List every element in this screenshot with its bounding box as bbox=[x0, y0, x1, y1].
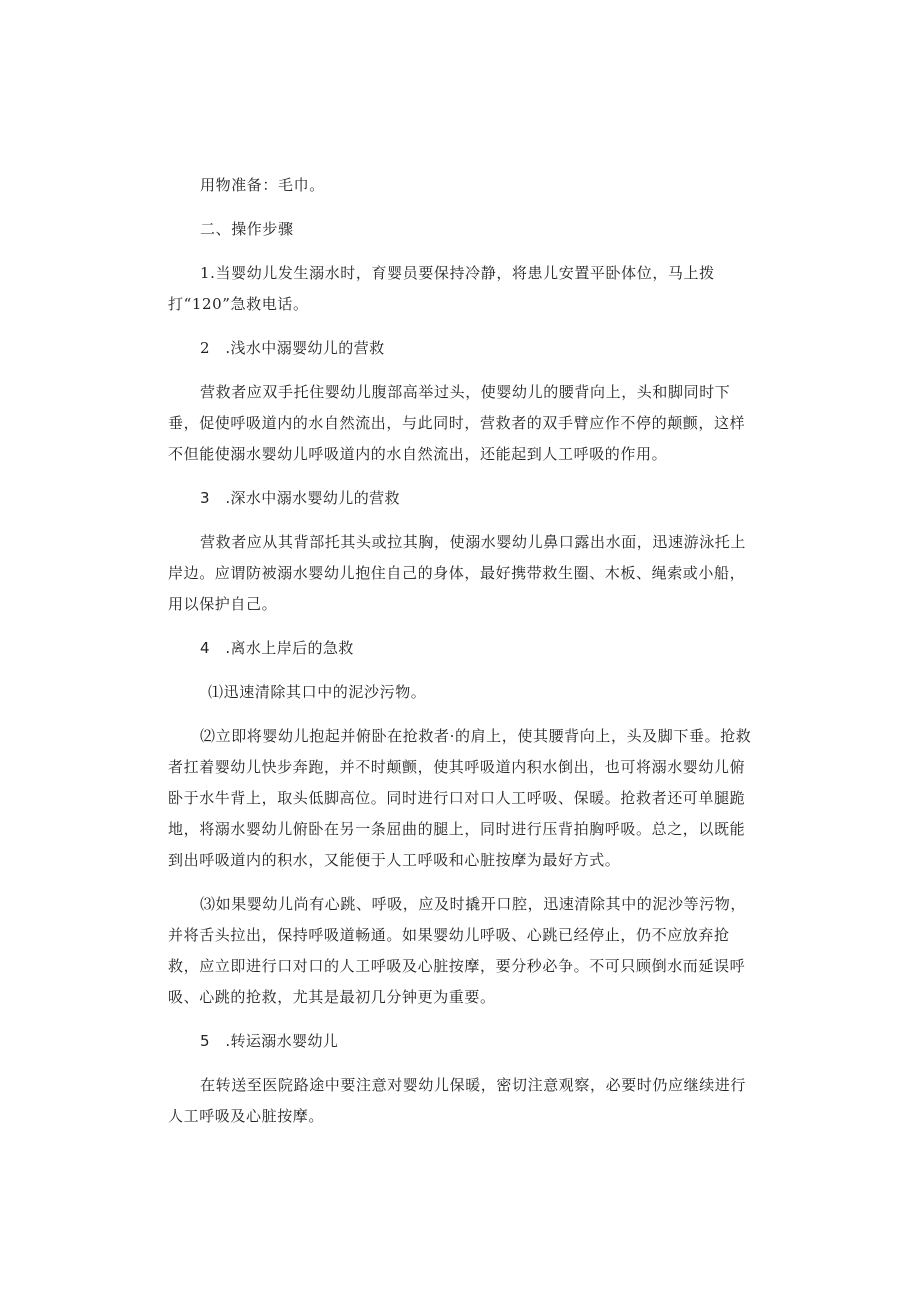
step-2-title: 2 .浅水中溺婴幼儿的营救 bbox=[200, 339, 385, 357]
step-4-item-2: ⑵立即将婴幼儿抱起并俯卧在抢救者·的肩上，使其腰背向上，头及脚下垂。抢救者扛着婴幼儿快步奔跑，并不时颠颤，使其呼吸道内积水倒出，也可将溺水婴幼儿俯卧于水牛背上，取头低脚高位。同时进行口对口人工呼吸、保暖。抢救者还可单腿跪地，将溺水婴幼儿俯卧在另一条屈曲的腿上，同时进行压背拍胸呼吸。总之，以既能到出呼吸道内的积水，又能便于人工呼吸和心脏按摩为最好方式。 bbox=[168, 727, 752, 869]
section-title: 二、操作步骤 bbox=[200, 220, 294, 238]
materials-line: 用物准备：毛巾。 bbox=[200, 176, 325, 194]
step-5-body: 在转送至医院路途中要注意对婴幼儿保暖，密切注意观察，必要时仍应继续进行人工呼吸及心脏按摩。 bbox=[168, 1076, 747, 1125]
step-3-body: 营救者应从其背部托其头或拉其胸，使溺水婴幼儿鼻口露出水面，迅速游泳托上岸边。应谓防被溺水婴幼儿抱住自己的身体，最好携带救生圈、木板、绳索或小船，用以保护自己。 bbox=[168, 533, 747, 613]
step-2-body: 营救者应双手托住婴幼儿腹部高举过头，使婴幼儿的腰背向上，头和脚同时下垂，促使呼吸道内的水自然流出，与此同时，营救者的双手臂应作不停的颠颤，这样不但能使溺水婴幼儿呼吸道内的水自然流出，还能起到人工呼吸的作用。 bbox=[168, 383, 746, 463]
step-4-item-3: ⑶如果婴幼儿尚有心跳、呼吸，应及时撬开口腔，迅速清除其中的泥沙等污物，并将舌头拉出，保持呼吸道畅通。如果婴幼儿呼吸、心跳已经停止，仍不应放弃抢救，应立即进行口对口的人工呼吸及心脏按摩，要分秒必争。不可只顾倒水而延误呼吸、心跳的抢救，尤其是最初几分钟更为重要。 bbox=[168, 895, 747, 1006]
document-body bbox=[168, 170, 753, 1145]
step-5-title: 5 .转运溺水婴幼儿 bbox=[200, 1032, 339, 1050]
step-4-item-1: ⑴迅速清除其口中的泥沙污物。 bbox=[208, 683, 427, 701]
step-4-title: 4 .离水上岸后的急救 bbox=[200, 639, 354, 657]
step-3-title: 3 .深水中溺水婴幼儿的营救 bbox=[200, 489, 400, 507]
step-1: 1.当婴幼儿发生溺水时，育婴员要保持冷静，将患儿安置平卧体位，马上拨打“120”急救电话。 bbox=[168, 264, 715, 313]
